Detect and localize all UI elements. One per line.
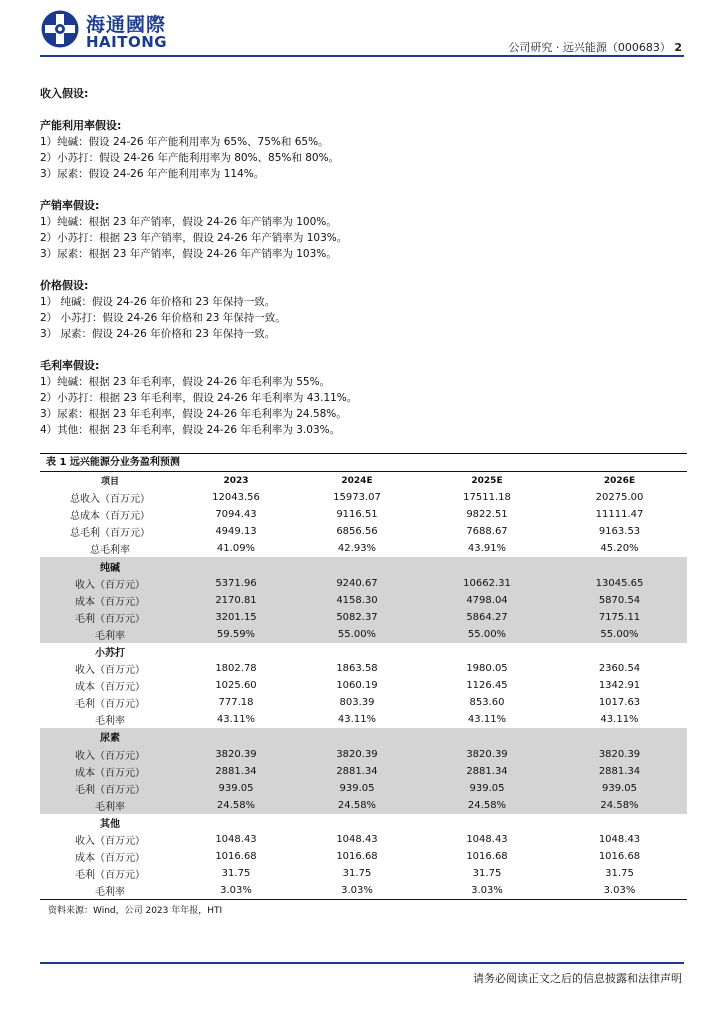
value-cell: 3.03%	[603, 885, 636, 897]
header-divider	[40, 55, 684, 57]
table-row	[40, 660, 687, 677]
value-cell: 31.75	[342, 868, 372, 880]
section-title: 毛利率假设:	[40, 359, 100, 372]
section-title: 收入假设:	[40, 87, 89, 100]
value-cell: 11111.47	[595, 509, 644, 521]
empty-cell	[180, 728, 292, 745]
value-cell: 3820.39	[292, 746, 422, 763]
value-cell: 12043.56	[212, 492, 260, 504]
table-row	[40, 609, 687, 626]
row-label: 收入（百万元）	[75, 836, 145, 848]
page-number: 2	[674, 41, 682, 54]
value-cell: 20275.00	[595, 492, 644, 504]
value-cell: 24.58%	[292, 797, 422, 814]
value-cell: 9240.67	[292, 575, 422, 592]
column-header: 2024E	[341, 475, 373, 486]
row-label: 成本（百万元）	[75, 682, 145, 694]
value-cell: 2881.34	[180, 763, 292, 780]
value-cell: 3.03%	[220, 885, 252, 897]
value-cell: 1048.43	[215, 834, 257, 846]
value-cell: 1126.45	[466, 680, 508, 692]
value-cell: 43.11%	[216, 714, 256, 726]
assumption-line: 3）尿素：假设 24-26 年产能利用率为 114%。	[40, 168, 265, 180]
value-cell: 3820.39	[422, 746, 552, 763]
footer-disclaimer: 请务必阅读正文之后的信息披露和法律声明	[473, 972, 682, 985]
segment-header-row	[40, 814, 687, 831]
value-cell: 2170.81	[180, 592, 292, 609]
value-cell: 1802.78	[215, 663, 257, 675]
value-cell: 1863.58	[336, 663, 378, 675]
forecast-table-container	[40, 453, 687, 916]
value-cell: 2881.34	[422, 763, 552, 780]
value-cell: 9116.51	[336, 509, 378, 521]
empty-cell	[180, 814, 292, 831]
assumption-line: 1）纯碱：根据 23 年产销率，假设 24-26 年产销率为 100%。	[40, 216, 337, 228]
value-cell: 3.03%	[471, 885, 503, 897]
value-cell: 7688.67	[466, 526, 508, 538]
empty-cell	[422, 814, 552, 831]
page-header	[0, 0, 724, 62]
value-cell: 7175.11	[552, 609, 687, 626]
segment-name: 尿素	[40, 728, 180, 745]
value-cell: 24.58%	[180, 797, 292, 814]
row-label: 毛利（百万元）	[75, 699, 145, 711]
value-cell: 2881.34	[552, 763, 687, 780]
value-cell: 6856.56	[336, 526, 378, 538]
column-header: 2023	[223, 475, 249, 486]
value-cell: 24.58%	[422, 797, 552, 814]
assumption-line: 2）小苏打：根据 23 年产销率，假设 24-26 年产销率为 103%。	[40, 232, 348, 244]
value-cell: 939.05	[422, 780, 552, 797]
value-cell: 939.05	[552, 780, 687, 797]
assumption-line: 1） 纯碱：假设 24-26 年价格和 23 年保持一致。	[40, 296, 276, 308]
empty-cell	[180, 643, 292, 660]
column-header: 2025E	[471, 475, 503, 486]
assumption-line: 2）小苏打：假设 24-26 年产能利用率为 80%、85%和 80%。	[40, 152, 340, 164]
value-cell: 1016.68	[215, 851, 257, 863]
empty-cell	[552, 643, 687, 660]
table-source: 资料来源：Wind，公司 2023 年年报，HTI	[48, 906, 223, 917]
table-row	[40, 763, 687, 780]
segment-name: 纯碱	[40, 557, 180, 574]
value-cell: 42.93%	[337, 543, 377, 555]
value-cell: 5870.54	[552, 592, 687, 609]
value-cell: 55.00%	[422, 626, 552, 643]
value-cell: 1980.05	[466, 663, 508, 675]
row-label: 总毛利（百万元）	[70, 528, 150, 540]
value-cell: 31.75	[221, 868, 251, 880]
value-cell: 1016.68	[466, 851, 508, 863]
value-cell: 55.00%	[552, 626, 687, 643]
table-row	[40, 694, 687, 711]
value-cell: 939.05	[180, 780, 292, 797]
row-label: 毛利率	[40, 626, 180, 643]
section-title: 产能利用率假设:	[40, 119, 122, 132]
value-cell: 43.11%	[337, 714, 377, 726]
row-label: 总成本（百万元）	[70, 511, 150, 523]
row-label: 成本（百万元）	[75, 853, 145, 865]
empty-cell	[292, 728, 422, 745]
table-row	[40, 592, 687, 609]
column-header: 2026E	[603, 475, 636, 486]
value-cell: 5864.27	[422, 609, 552, 626]
value-cell: 4798.04	[422, 592, 552, 609]
empty-cell	[422, 728, 552, 745]
column-header: 项目	[100, 477, 119, 488]
value-cell: 55.00%	[292, 626, 422, 643]
value-cell: 3201.15	[180, 609, 292, 626]
segment-header-row	[40, 728, 687, 745]
section-title: 产销率假设:	[40, 199, 100, 212]
table-row	[40, 831, 687, 848]
value-cell: 803.39	[339, 697, 375, 709]
assumption-line: 2）小苏打：根据 23 年毛利率，假设 24-26 年毛利率为 43.11%。	[40, 392, 358, 404]
section-title: 价格假设:	[40, 279, 89, 292]
value-cell: 31.75	[472, 868, 502, 880]
company-ticker: 公司研究 · 远兴能源（000683）	[508, 41, 671, 54]
value-cell: 7094.43	[215, 509, 257, 521]
table-row	[40, 711, 687, 728]
row-label: 总毛利率	[90, 545, 130, 557]
value-cell: 4158.30	[292, 592, 422, 609]
assumptions-section	[40, 86, 684, 438]
assumption-line: 3）尿素：根据 23 年产销率，假设 24-26 年产销率为 103%。	[40, 248, 337, 260]
value-cell: 5082.37	[292, 609, 422, 626]
value-cell: 5371.96	[180, 575, 292, 592]
table-row	[40, 575, 687, 592]
haitong-logo-icon	[40, 9, 80, 49]
table-row	[40, 489, 687, 506]
table-row	[40, 626, 687, 643]
value-cell: 41.09%	[216, 543, 256, 555]
row-label: 毛利率	[95, 887, 125, 899]
value-cell: 3820.39	[180, 746, 292, 763]
value-cell: 1048.43	[336, 834, 378, 846]
footer-divider	[40, 962, 684, 964]
row-label: 收入（百万元）	[40, 746, 180, 763]
empty-cell	[552, 728, 687, 745]
value-cell: 17511.18	[463, 492, 511, 504]
value-cell: 10662.31	[422, 575, 552, 592]
empty-cell	[422, 643, 552, 660]
table-row	[40, 506, 687, 523]
value-cell: 1048.43	[466, 834, 508, 846]
value-cell: 4949.13	[215, 526, 257, 538]
row-label: 毛利（百万元）	[40, 780, 180, 797]
row-label: 毛利（百万元）	[40, 609, 180, 626]
value-cell: 43.11%	[467, 714, 507, 726]
row-label: 成本（百万元）	[40, 592, 180, 609]
section-gap	[40, 182, 684, 198]
value-cell: 1025.60	[215, 680, 257, 692]
row-label: 收入（百万元）	[40, 575, 180, 592]
assumption-line: 2） 小苏打：假设 24-26 年价格和 23 年保持一致。	[40, 312, 286, 324]
table-title: 表 1 远兴能源分业务盈利预测	[40, 453, 687, 472]
value-cell: 1060.19	[336, 680, 378, 692]
value-cell: 1017.63	[598, 697, 641, 709]
value-cell: 31.75	[605, 868, 634, 880]
value-cell: 9163.53	[598, 526, 641, 538]
assumption-line: 1）纯碱：假设 24-26 年产能利用率为 65%、75%和 65%。	[40, 136, 329, 148]
empty-cell	[292, 814, 422, 831]
value-cell: 45.20%	[600, 543, 639, 555]
value-cell: 24.58%	[552, 797, 687, 814]
segment-header-row	[40, 557, 687, 574]
value-cell: 939.05	[292, 780, 422, 797]
segment-name: 其他	[100, 818, 120, 830]
row-label: 成本（百万元）	[40, 763, 180, 780]
empty-cell	[292, 643, 422, 660]
value-cell: 1048.43	[598, 834, 641, 846]
empty-cell	[180, 557, 292, 574]
empty-cell	[552, 814, 687, 831]
value-cell: 853.60	[469, 697, 505, 709]
value-cell: 2360.54	[598, 663, 641, 675]
logo-text-en: HAITONG	[86, 33, 168, 51]
value-cell: 1342.91	[598, 680, 641, 692]
value-cell: 15973.07	[333, 492, 381, 504]
empty-cell	[292, 557, 422, 574]
row-label: 毛利率	[40, 797, 180, 814]
section-gap	[40, 262, 684, 278]
table-row	[40, 540, 687, 557]
value-cell: 3820.39	[552, 746, 687, 763]
table-row	[40, 865, 687, 882]
segment-header-row	[40, 643, 687, 660]
value-cell: 1016.68	[336, 851, 378, 863]
row-label: 收入（百万元）	[75, 665, 145, 677]
value-cell: 43.11%	[600, 714, 639, 726]
table-row	[40, 780, 687, 797]
value-cell: 43.91%	[467, 543, 507, 555]
value-cell: 2881.34	[292, 763, 422, 780]
table-row	[40, 882, 687, 899]
assumption-line: 1）纯碱：根据 23 年毛利率，假设 24-26 年毛利率为 55%。	[40, 376, 331, 388]
empty-cell	[422, 557, 552, 574]
table-row	[40, 797, 687, 814]
value-cell: 59.59%	[180, 626, 292, 643]
forecast-table	[40, 472, 687, 899]
value-cell: 13045.65	[552, 575, 687, 592]
section-gap	[40, 342, 684, 358]
empty-cell	[552, 557, 687, 574]
row-label: 毛利率	[95, 716, 125, 728]
assumption-line: 3）尿素：根据 23 年毛利率，假设 24-26 年毛利率为 24.58%。	[40, 408, 347, 420]
document-info	[508, 39, 682, 55]
logo-text-cn: 海通國際	[86, 14, 167, 36]
table-row	[40, 523, 687, 540]
row-label: 总收入（百万元）	[70, 494, 150, 506]
assumption-line: 3） 尿素：假设 24-26 年价格和 23 年保持一致。	[40, 328, 276, 340]
assumption-line: 4）其他：根据 23 年毛利率，假设 24-26 年毛利率为 3.03%。	[40, 424, 341, 436]
table-row	[40, 746, 687, 763]
table-header-row	[40, 472, 687, 489]
value-cell: 3.03%	[341, 885, 373, 897]
segment-name: 小苏打	[95, 647, 125, 659]
table-row	[40, 677, 687, 694]
row-label: 毛利（百万元）	[75, 870, 145, 882]
section-gap	[40, 102, 684, 118]
value-cell: 777.18	[218, 697, 254, 709]
value-cell: 9822.51	[466, 509, 508, 521]
table-row	[40, 848, 687, 865]
value-cell: 1016.68	[598, 851, 641, 863]
